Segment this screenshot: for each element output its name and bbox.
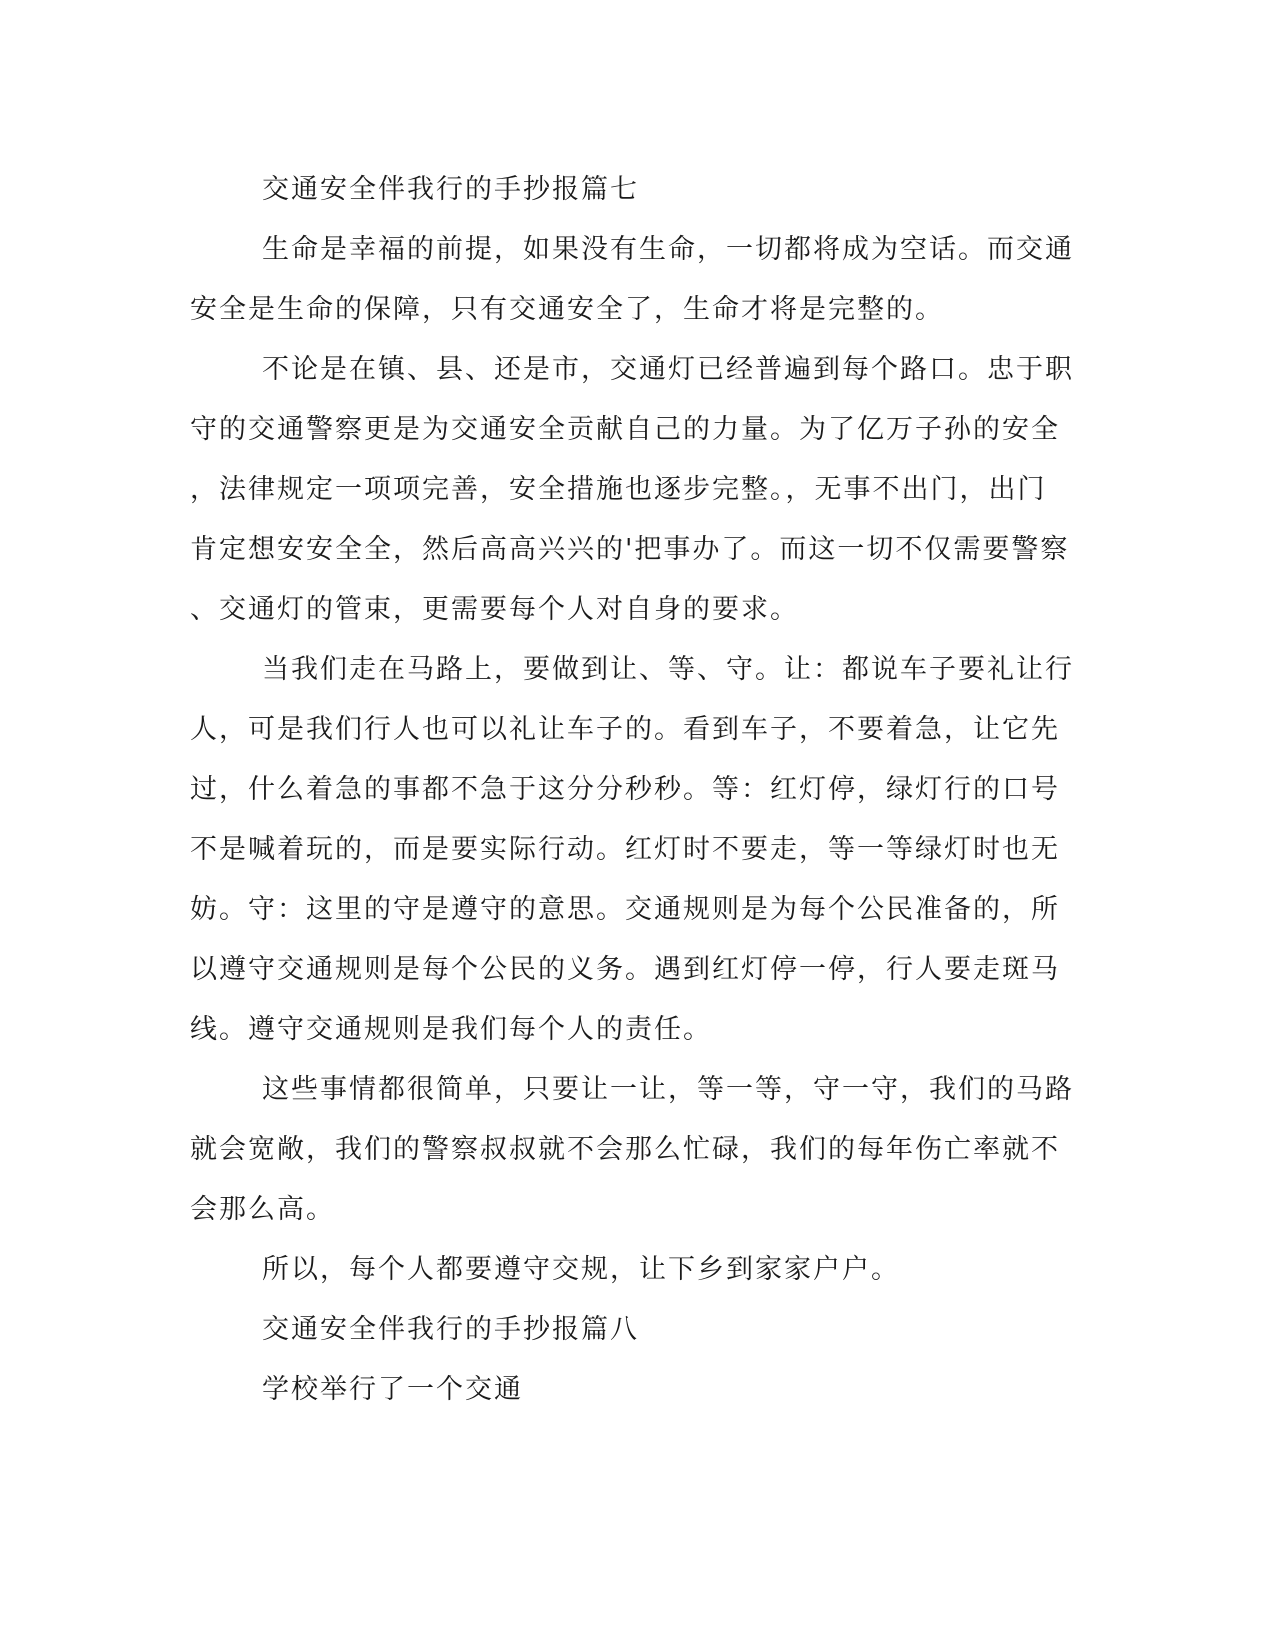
paragraph-line: 过，什么着急的事都不急于这分分秒秒。等：红灯停，绿灯行的口号: [190, 774, 1060, 805]
paragraph-line: 以遵守交通规则是每个公民的义务。遇到红灯停一停，行人要走斑马: [190, 954, 1060, 985]
paragraph-line: 肯定想安安全全，然后高高兴兴的'把事办了。而这一切不仅需要警察: [190, 534, 1070, 565]
paragraph-line: 这些事情都很简单，只要让一让，等一等，守一守，我们的马路: [262, 1074, 1074, 1105]
final-paragraph: 学校举行了一个交通: [262, 1374, 523, 1405]
paragraph-line: 所以，每个人都要遵守交规，让下乡到家家户户。: [262, 1254, 900, 1285]
paragraph-5: [190, 1240, 1080, 1300]
paragraph-4: [190, 1060, 1080, 1240]
paragraph-line: 安全是生命的保障，只有交通安全了，生命才将是完整的。: [190, 294, 944, 325]
section-heading-8: 交通安全伴我行的手抄报篇八: [262, 1314, 639, 1345]
paragraph-line: 就会宽敞，我们的警察叔叔就不会那么忙碌，我们的每年伤亡率就不: [190, 1134, 1060, 1165]
paragraph-line: 不是喊着玩的，而是要实际行动。红灯时不要走，等一等绿灯时也无: [190, 834, 1060, 865]
paragraph-line: 生命是幸福的前提，如果没有生命，一切都将成为空话。而交通: [262, 234, 1074, 265]
paragraph-line: 线。遵守交通规则是我们每个人的责任。: [190, 1014, 712, 1045]
paragraph-line: 、交通灯的管束，更需要每个人对自身的要求。: [190, 594, 799, 625]
paragraph-line: 守的交通警察更是为交通安全贡献自己的力量。为了亿万子孙的安全: [190, 414, 1060, 445]
section-heading-7: 交通安全伴我行的手抄报篇七: [262, 174, 639, 205]
paragraph-line: 当我们走在马路上，要做到让、等、守。让：都说车子要礼让行: [262, 654, 1074, 685]
paragraph-line: 会那么高。: [190, 1194, 335, 1225]
document-page: [190, 160, 1080, 1420]
paragraph-line: 人，可是我们行人也可以礼让车子的。看到车子，不要着急，让它先: [190, 714, 1060, 745]
paragraph-3: [190, 640, 1080, 1060]
paragraph-line: ，法律规定一项项完善，安全措施也逐步完整。，无事不出门，出门: [190, 474, 1047, 505]
paragraph-line: 不论是在镇、县、还是市，交通灯已经普遍到每个路口。忠于职: [262, 354, 1074, 385]
paragraph-2: [190, 340, 1080, 640]
paragraph-line: 妨。守：这里的守是遵守的意思。交通规则是为每个公民准备的，所: [190, 894, 1060, 925]
paragraph-1: [190, 220, 1080, 340]
